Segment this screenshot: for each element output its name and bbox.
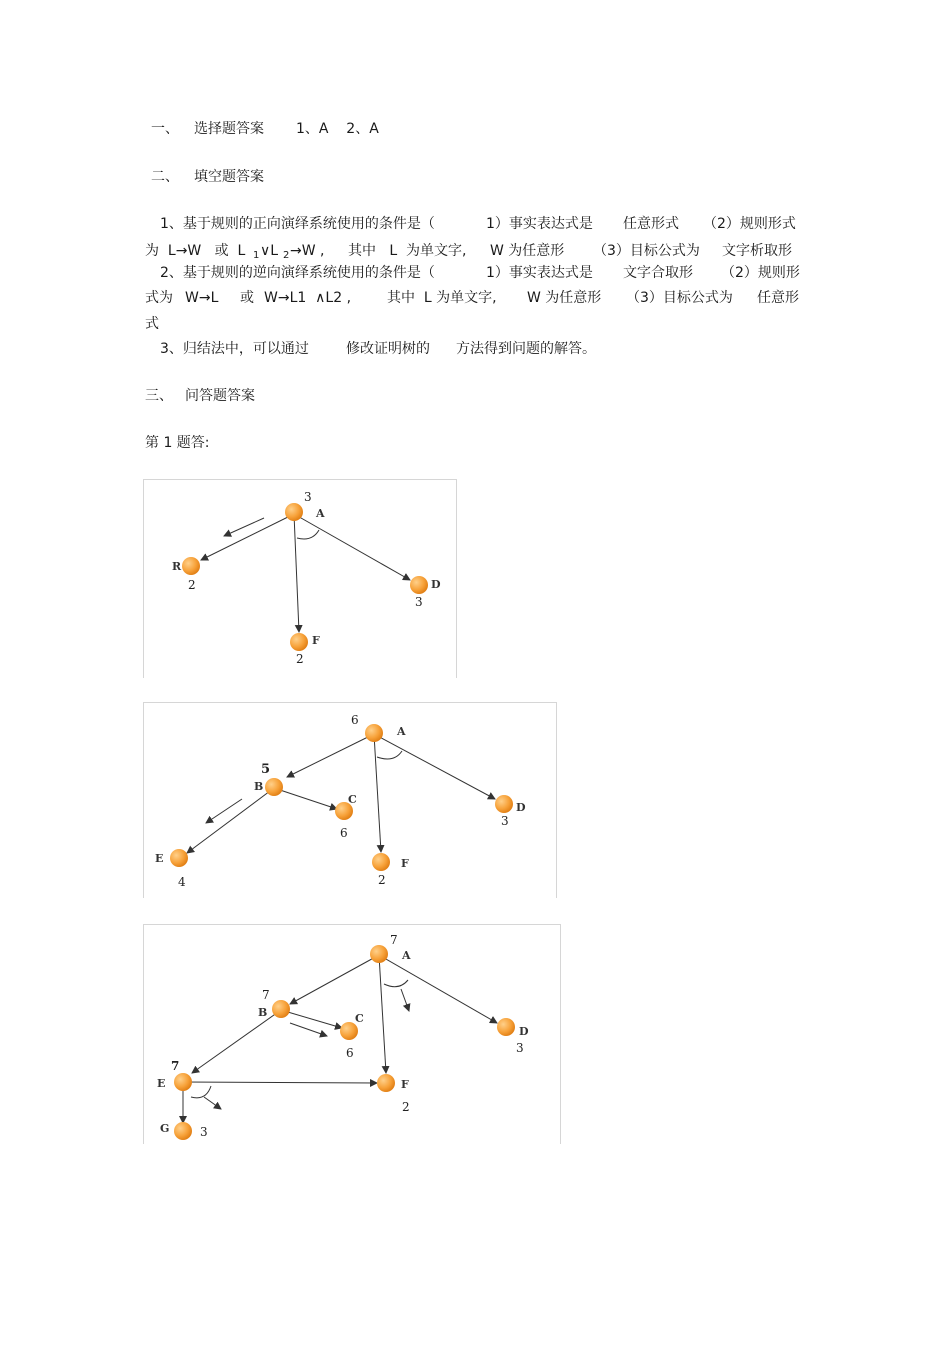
edge-a-f	[374, 734, 381, 852]
section-3-number: 三、	[145, 388, 173, 404]
section-3-title: 问答题答案	[185, 388, 255, 404]
section-1-number: 一、	[151, 121, 179, 137]
edge-b-e	[192, 1010, 281, 1073]
tree-diagram-1	[144, 480, 456, 678]
node-f	[372, 853, 390, 871]
node-d-value: 3	[415, 595, 423, 609]
direction-arrow-b	[290, 1023, 327, 1036]
and-arc	[377, 751, 402, 759]
figure-3	[143, 924, 561, 1144]
node-b-label: B	[258, 1006, 268, 1019]
direction-arrow	[206, 799, 242, 823]
node-a	[285, 503, 303, 521]
and-arc-e	[191, 1086, 211, 1098]
section-1-title: 选择题答案	[194, 121, 264, 137]
q1-line1-d: （2）规则形式	[703, 216, 796, 232]
q2-line2-b: W→L	[185, 290, 219, 306]
node-b-value: 7	[262, 988, 270, 1002]
node-c-label: C	[348, 793, 357, 806]
q1-line2-i: 文字析取形	[722, 243, 792, 259]
q1-line2-h: （3）目标公式为	[593, 243, 700, 259]
node-f-label: F	[401, 1078, 409, 1091]
q2-line2-g: （3）目标公式为	[626, 290, 733, 306]
q3-b: 修改证明树的	[346, 341, 430, 357]
q1-line2-e: →W ,	[290, 243, 325, 259]
q1-line2-sub1: 1	[253, 250, 260, 261]
node-b-label: B	[254, 780, 264, 793]
section-2-title: 填空题答案	[194, 169, 264, 185]
node-a-label: A	[397, 725, 406, 738]
q2-line2-h: 任意形	[757, 290, 799, 306]
edge-a-f	[379, 955, 386, 1073]
q2-line1-c: 文字合取形	[623, 265, 693, 281]
edge-a-f	[294, 514, 299, 632]
node-r-label: R	[172, 560, 182, 573]
direction-arrow-e	[204, 1097, 221, 1109]
q2-line2-c: 或	[240, 290, 254, 306]
q2-line3: 式	[145, 316, 159, 332]
node-e-label: E	[155, 852, 164, 865]
node-d-label: D	[431, 578, 441, 591]
q1-line2-g: W 为任意形	[490, 243, 565, 259]
answer-1-heading: 第 1 题答:	[145, 435, 210, 451]
node-f-label: F	[312, 634, 320, 647]
node-a-value: 6	[351, 713, 359, 727]
edge-b-c	[274, 788, 337, 809]
node-g	[174, 1122, 192, 1140]
node-a-label: A	[316, 507, 325, 520]
node-e-value: 7	[171, 1059, 180, 1073]
node-d	[495, 795, 513, 813]
edge-a-b	[290, 955, 379, 1004]
node-g-label: G	[160, 1122, 170, 1135]
node-f	[290, 633, 308, 651]
node-f-label: F	[401, 857, 409, 870]
q2-line2-f: W 为任意形	[527, 290, 602, 306]
direction-arrow-a	[401, 989, 409, 1011]
q1-line1-c: 任意形式	[623, 216, 679, 232]
and-arc	[297, 530, 319, 539]
edge-a-d	[379, 955, 497, 1023]
q2-line2-e: 其中 L 为单文字,	[387, 290, 497, 306]
node-e	[174, 1073, 192, 1091]
node-d-value: 3	[516, 1041, 524, 1055]
q3-c: 方法得到问题的解答。	[456, 341, 596, 357]
node-a-value: 3	[304, 490, 312, 504]
node-a	[365, 724, 383, 742]
q2-line2-a: 式为	[145, 290, 173, 306]
q2-line2-d: W→L1 ∧L2 ,	[264, 290, 352, 306]
direction-arrow	[224, 518, 264, 536]
q3-a: 3、归结法中，可以通过	[160, 341, 309, 357]
edge-b-e	[187, 788, 274, 853]
section-2-number: 二、	[151, 169, 179, 185]
node-b	[265, 778, 283, 796]
node-e-value: 4	[178, 875, 186, 889]
node-a-value: 7	[390, 933, 398, 947]
node-a	[370, 945, 388, 963]
tree-diagram-2	[144, 703, 556, 898]
node-c-label: C	[355, 1012, 364, 1025]
node-b	[272, 1000, 290, 1018]
figure-2	[143, 702, 557, 898]
edge-a-r	[201, 514, 294, 560]
node-d-label: D	[519, 1025, 529, 1038]
figure-1	[143, 479, 457, 678]
node-d-value: 3	[501, 814, 509, 828]
node-r	[182, 557, 200, 575]
node-f-value: 2	[296, 652, 304, 666]
node-a-label: A	[402, 949, 411, 962]
node-f-value: 2	[378, 873, 386, 887]
node-f-value: 2	[402, 1100, 410, 1114]
node-e	[170, 849, 188, 867]
node-r-value: 2	[188, 578, 196, 592]
and-arc-a	[384, 980, 408, 987]
q2-line1-d: （2）规则形	[721, 265, 800, 281]
node-e-label: E	[157, 1077, 166, 1090]
node-d	[410, 576, 428, 594]
q1-line2-c: ∨L	[260, 243, 279, 259]
node-c-value: 6	[340, 826, 348, 840]
q1-line1-a: 1、基于规则的正向演绎系统使用的条件是（	[160, 216, 435, 232]
edge-a-d	[374, 734, 495, 799]
node-d	[497, 1018, 515, 1036]
node-b-value: 5	[261, 762, 271, 777]
node-c-value: 6	[346, 1046, 354, 1060]
edge-a-d	[294, 514, 410, 580]
tree-diagram-3	[144, 925, 560, 1144]
node-g-value: 3	[200, 1125, 208, 1139]
q2-line1-b: 1）事实表达式是	[486, 265, 593, 281]
q1-line1-b: 1）事实表达式是	[486, 216, 593, 232]
q1-line2-sub2: 2	[283, 250, 290, 261]
section-1-answers: 1、A 2、A	[296, 121, 379, 137]
edge-a-b	[287, 734, 374, 777]
node-d-label: D	[516, 801, 526, 814]
q2-line1-a: 2、基于规则的逆向演绎系统使用的条件是（	[160, 265, 435, 281]
node-f	[377, 1074, 395, 1092]
q1-line2-a: 为 L→W 或 L	[145, 243, 246, 259]
edge-b-c	[281, 1010, 342, 1028]
edge-e-f	[183, 1082, 377, 1083]
q1-line2-f: 其中 L 为单文字,	[348, 243, 467, 259]
